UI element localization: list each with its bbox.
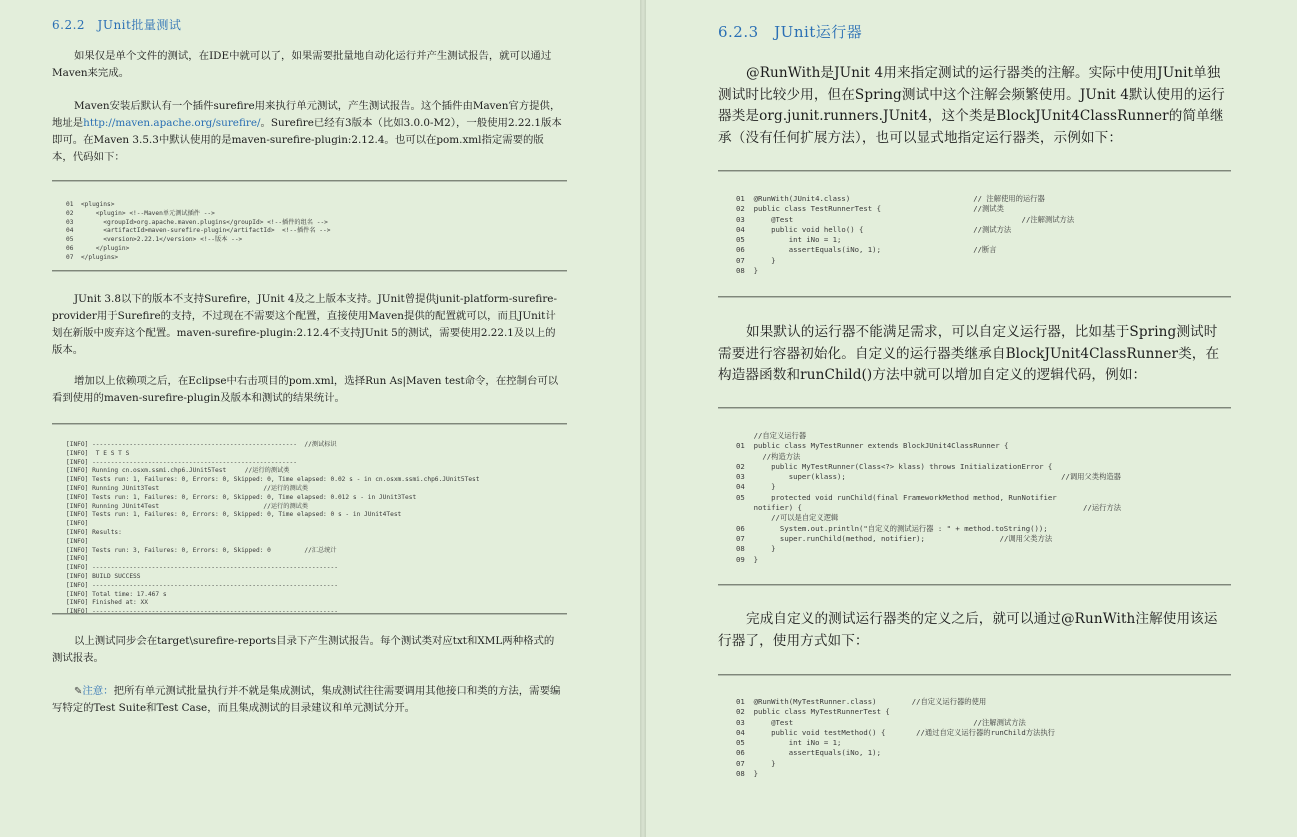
code-divider xyxy=(52,270,567,272)
paragraph-with-link xyxy=(52,98,564,166)
paragraph: 完成自定义的测试运行器类的定义之后，就可以通过@RunWith注解使用该运行器了，使用方式如下： xyxy=(718,611,1218,649)
paragraph-text: 。Surefire已经有3版本（比如3.0.0-M2），一般使用2.22.1版本即可。在Maven 3.5.3中默认使用的是maven-surefire-plugin:2.12.4。也可以在pom.xml指定需要的版本，代码如下： xyxy=(52,117,562,163)
code-divider xyxy=(718,170,1231,172)
section-title-6-2-2: 6.2.2 JUnit批量测试 xyxy=(52,18,182,32)
paragraph: 增加以上依赖项之后，在Eclipse中右击项目的pom.xml，选择Run As|Maven test命令，在控制台可以看到使用的maven-surefire-plugin及版本和测试的结果统计。 xyxy=(52,375,559,404)
note-label: 注意： xyxy=(82,685,114,697)
paragraph: 以上测试同步会在target\surefire-reports目录下产生测试报告。每个测试类对应txt和XML两种格式的测试报表。 xyxy=(52,635,555,664)
code-block-pom-plugins: 01 <plugins> 02 <plugin> <!--Maven单元测试插件 --> 03 <groupId>org.apache.maven.plugins</groupId> <!--插件的组名 --> 04 <artifactId>maven-surefire-plugin</artifactId> <!--插件名 --> 05 <version>2.22.1</version> <!--版本 --> 06 </plugin> 07 </plugins> xyxy=(66,201,331,261)
code-divider xyxy=(52,613,567,615)
code-divider xyxy=(52,180,567,182)
code-block-console-output: [INFO] ------------------------------------------------------- //测试标识 [INFO] T E S T S [INFO] ------------------------------------------------------- [INFO] Running cn.osxm.ssmi.chp6.JUnit5Test //运行的测试类 [INFO] Tests run: 1, Failures: 0, Errors: 0, Skipped: 0, Time elapsed: 0.02 s - in cn.osxm.ssmi.chp6.JUnit5Test [INFO] Running JUnit3Test //运行的测试类 [INFO] Tests run: 1, Failures: 0, Errors: 0, Skipped: 0, Time elapsed: 0.012 s - in JUnit3Test [INFO] Running JUnit4Test //运行的测试类 [INFO] Tests run: 1, Failures: 0, Errors: 0, Skipped: 0, Time elapsed: 0 s - in JUnit4Test [INFO] [INFO] Results: [INFO] [INFO] Tests run: 3, Failures: 0, Errors: 0, Skipped: 0 //汇总统计 [INFO] [INFO] ------------------------------------------------------------------ [INFO] BUILD SUCCESS [INFO] ------------------------------------------------------------------ [INFO] Total time: 17.467 s [INFO] Finished at: XX [INFO] ------------------------------------------------------------------ xyxy=(66,441,480,616)
paragraph: 如果默认的运行器不能满足需求，可以自定义运行器，比如基于Spring测试时需要进行容器初始化。自定义的运行器类继承自BlockJUnit4ClassRunner类，在构造器函数和runChild()方法中就可以增加自定义的逻辑代码，例如： xyxy=(718,324,1220,384)
code-block-custom-runner: //自定义运行器 01 public class MyTestRunner extends BlockJUnit4ClassRunner { //构造方法 02 public MyTestRunner(Class<?> klass) throws InitializationError { 03 super(klass); //调用父类构造器 04 } 05 protected void runChild(final FrameworkMethod method, RunNotifier notifier) { //运行方法 //可以是自定义逻辑 06 System.out.println("自定义的测试运行器 : " + method.toString()); 07 super.runChild(method, notifier); //调用父类方法 08 } 09 } xyxy=(736,431,1122,564)
right-page xyxy=(646,0,1297,837)
section-title-6-2-3: 6.2.3 JUnit运行器 xyxy=(718,23,863,41)
note-text: 把所有单元测试批量执行并不就是集成测试，集成测试往往需要调用其他接口和类的方法，需要编写特定的Test Suite和Test Case，而且集成测试的目录建议和单元测试分开。 xyxy=(52,685,561,714)
note-pencil-icon: ✎ xyxy=(74,686,83,697)
paragraph: JUnit 3.8以下的版本不支持Surefire，JUnit 4及之上版本支持。JUnit曾提供junit-platform-surefire-provider用于Surefire的支持，不过现在不需要这个配置，直接使用Maven提供的配置就可以，而且JUnit计划在新版中废弃这个配置。maven-surefire-plugin:2.12.4不支持JUnit 5的测试，需要使用2.22.1及以上的版本。 xyxy=(52,293,557,356)
code-divider xyxy=(52,423,567,425)
surefire-link[interactable]: http://maven.apache.org/surefire/ xyxy=(83,117,261,129)
paragraph: @RunWith是JUnit 4用来指定测试的运行器类的注解。实际中使用JUnit单独测试时比较少用，但在Spring测试中这个注解会频繁使用。JUnit 4默认使用的运行器类是org.junit.runners.JUnit4，这个类是BlockJUnit4ClassRunner的简单继承（没有任何扩展方法），也可以显式地指定运行器类，示例如下： xyxy=(718,65,1225,146)
code-divider xyxy=(718,407,1231,409)
code-divider xyxy=(718,584,1231,586)
code-divider xyxy=(718,296,1231,298)
paragraph: 如果仅是单个文件的测试，在IDE中就可以了，如果需要批量地自动化运行并产生测试报告，就可以通过Maven来完成。 xyxy=(52,50,552,79)
code-divider xyxy=(718,674,1231,676)
code-block-runwith-custom: 01 @RunWith(MyTestRunner.class) //自定义运行器的使用 02 public class MyTestRunnerTest { 03 @Test //注解测试方法 04 public void testMethod() { //通过自定义运行器的runChild方法执行 05 int iNo = 1; 06 assertEquals(iNo, 1); 07 } 08 } xyxy=(736,697,1055,779)
left-page xyxy=(0,0,640,837)
paragraph-text: Maven安装后默认有一个插件surefire用来执行单元测试，产生测试报告。这个插件由Maven官方提供，地址是 xyxy=(52,100,561,129)
note-paragraph xyxy=(52,683,564,717)
code-block-runwith-junit4: 01 @RunWith(JUnit4.class) // 注解使用的运行器 02 public class TestRunnerTest { //测试类 03 @Test //注解测试方法 04 public void hello() { //测试方法 05 int iNo = 1; 06 assertEquals(iNo, 1); //断言 07 } 08 } xyxy=(736,194,1075,276)
